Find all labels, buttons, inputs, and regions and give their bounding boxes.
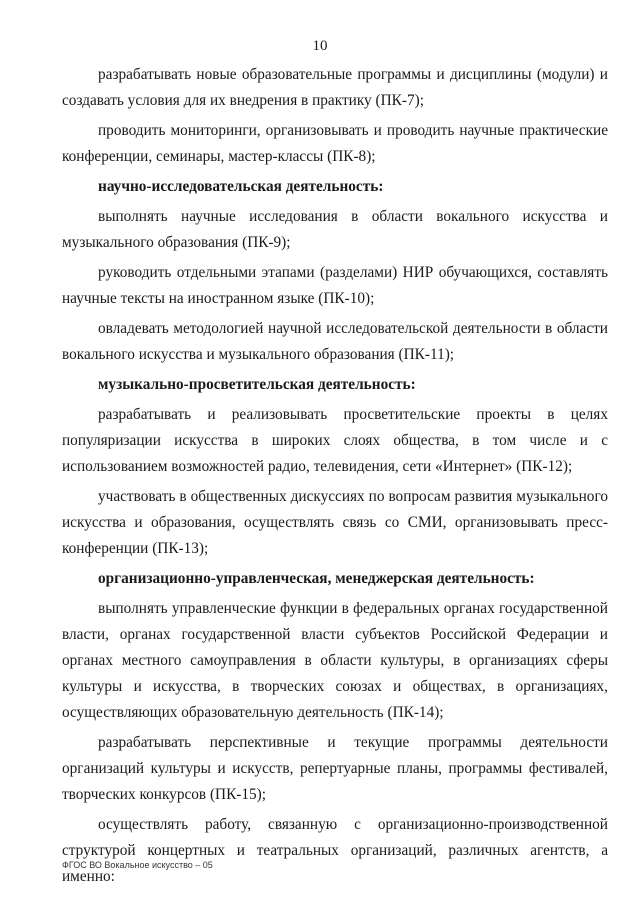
paragraph-pk11: овладевать методологией научной исследовательской деятельности в области вокального искусства и музыкального образования (ПК-11); [62, 320, 608, 363]
heading-research: научно-исследовательская деятельность: [98, 178, 384, 195]
paragraph-pk13: участвовать в общественных дискуссиях по вопросам развития музыкального искусства и образования, осуществлять связь со СМИ, организовывать пресс-конференции (ПК-13); [62, 488, 608, 557]
paragraph-pk9: выполнять научные исследования в области вокального искусства и музыкального образования (ПК-9); [62, 208, 608, 251]
page-number: 10 [312, 38, 328, 54]
heading-management: организационно-управленческая, менеджерская деятельность: [98, 570, 535, 587]
paragraph-production: осуществлять работу, связанную с организационно-производственной структурой концертных и театральных организаций, различных агентств, а именно: [62, 816, 608, 885]
paragraph-pk8: проводить мониторинги, организовывать и проводить научные практические конференции, семинары, мастер-классы (ПК-8); [62, 122, 608, 165]
heading-educational: музыкально-просветительская деятельность: [98, 376, 416, 393]
paragraph-pk7: разрабатывать новые образовательные программы и дисциплины (модули) и создавать условия для их внедрения в практику (ПК-7); [62, 66, 608, 109]
paragraph-pk15: разрабатывать перспективные и текущие программы деятельности организаций культуры и искусств, репертуарные планы, программы фестивалей, творческих конкурсов (ПК-15); [62, 734, 608, 803]
paragraph-pk14: выполнять управленческие функции в федеральных органах государственной власти, органах государственной власти субъектов Российской Федерации и органах местного самоуправления в области культуры, в организациях сферы культуры и искусства, в творческих союзах и обществах, в организациях, осуществляющих образовательную деятельность (ПК-14); [62, 600, 608, 721]
paragraph-pk10: руководить отдельными этапами (разделами) НИР обучающихся, составлять научные тексты на иностранном языке (ПК-10); [62, 264, 608, 307]
page-footer: ФГОС ВО Вокальное искусство – 05 [62, 860, 213, 870]
paragraph-pk12: разрабатывать и реализовывать просветительские проекты в целях популяризации искусства в широких слоях общества, в том числе и с использованием возможностей радио, телевидения, сети «Интернет» (ПК-12); [62, 406, 608, 475]
document-body [62, 62, 608, 890]
